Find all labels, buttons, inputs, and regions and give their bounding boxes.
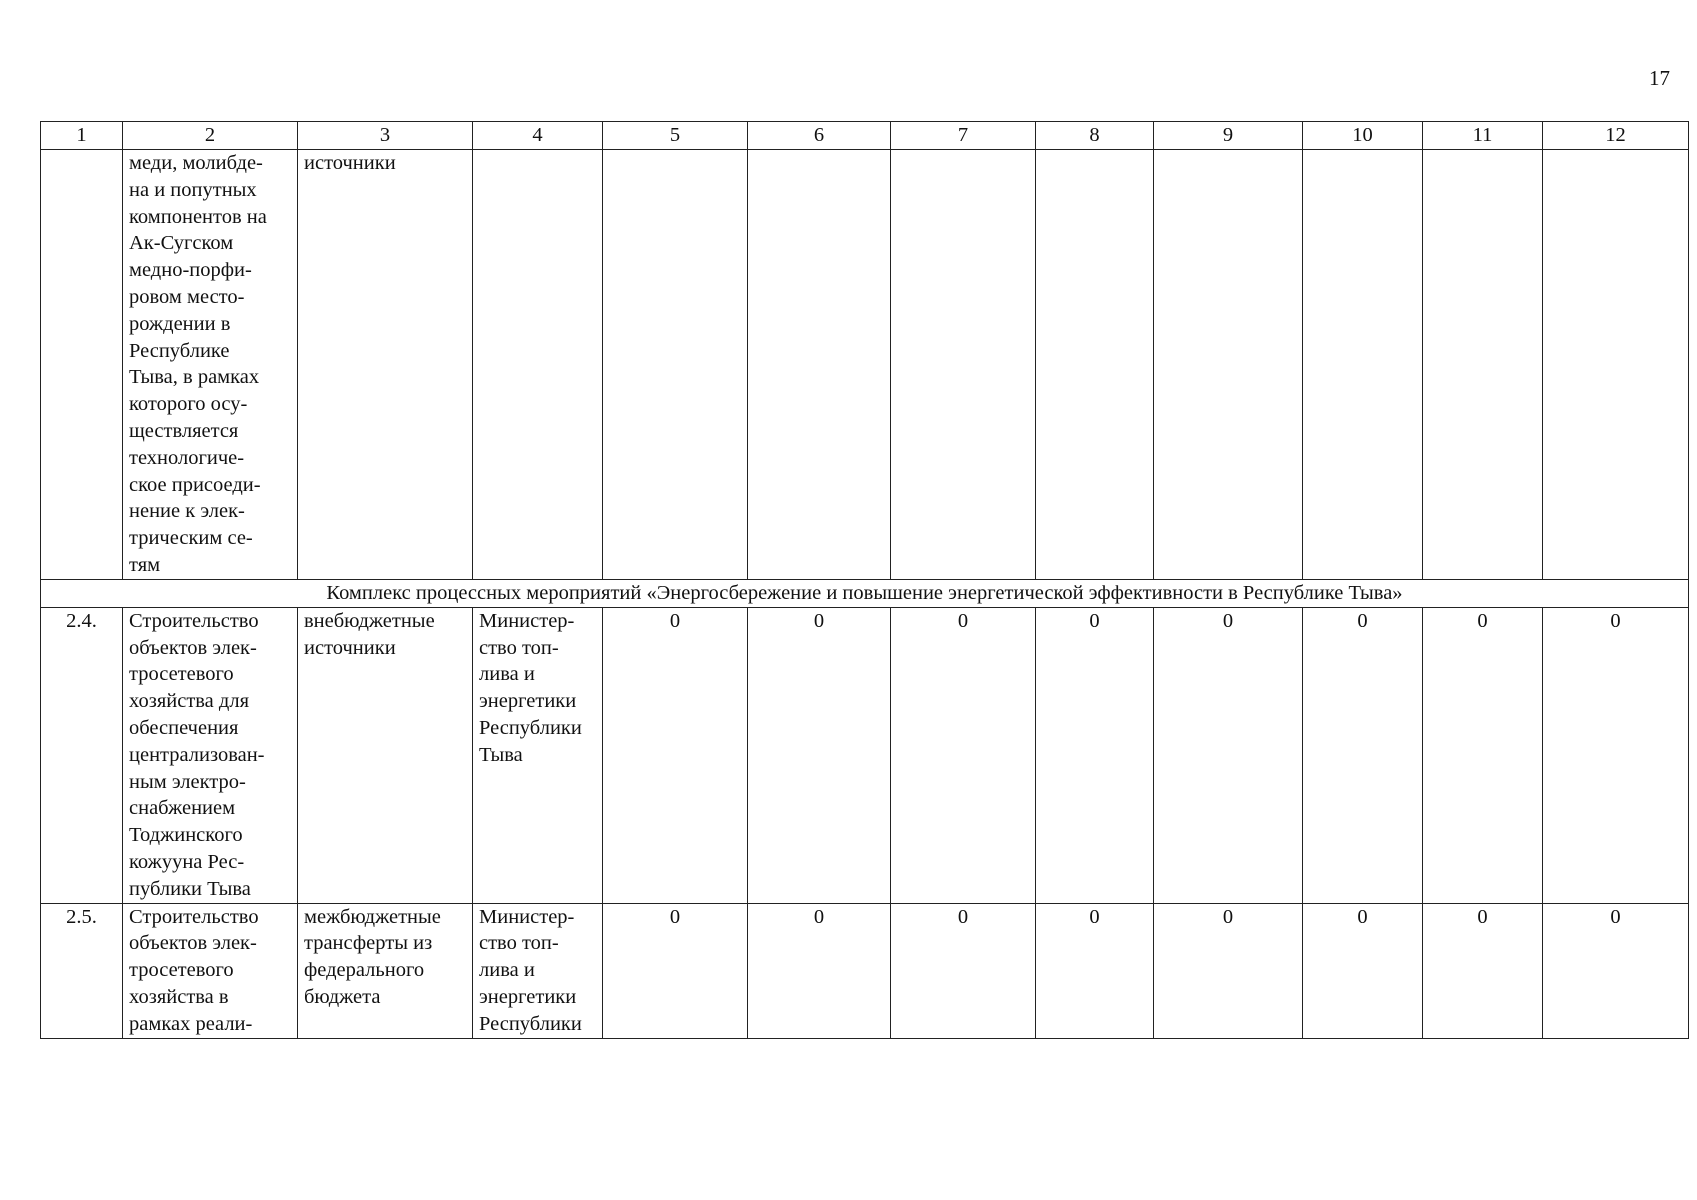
value-cell: 0 [891,903,1036,1038]
row-number-cell: 2.5. [41,903,123,1038]
value-cell: 0 [1543,607,1689,903]
table-row [41,607,1689,903]
header-cell: 10 [1303,122,1423,150]
value-cell [891,150,1036,580]
header-cell: 6 [748,122,891,150]
funding-source-cell: внебюджетные источники [298,607,473,903]
header-cell: 4 [473,122,603,150]
header-cell: 12 [1543,122,1689,150]
funding-source-cell: межбюджетные трансферты из федерального бюджета [298,903,473,1038]
header-cell: 1 [41,122,123,150]
value-cell [603,150,748,580]
header-cell: 11 [1423,122,1543,150]
section-row [41,579,1689,607]
header-cell: 2 [123,122,298,150]
section-title: Комплекс процессных мероприятий «Энергосбережение и повышение энергетической эффективности в Республике Тыва» [41,579,1689,607]
value-cell: 0 [1303,903,1423,1038]
value-cell: 0 [603,607,748,903]
header-row [41,122,1689,150]
row-number-cell [41,150,123,580]
value-cell: 0 [1154,607,1303,903]
value-cell [748,150,891,580]
value-cell [1036,150,1154,580]
executor-cell: Министер- ство топ- лива и энергетики Республики Тыва [473,607,603,903]
value-cell: 0 [1154,903,1303,1038]
header-cell: 3 [298,122,473,150]
row-number-cell: 2.4. [41,607,123,903]
header-cell: 5 [603,122,748,150]
value-cell: 0 [1036,607,1154,903]
header-cell: 7 [891,122,1036,150]
measure-name-cell: Строительство объектов элек- тросетевого хозяйства для обеспечения централизован- ным электро- снабжением Тоджинского кожууна Рес- публики Тыва [123,607,298,903]
page-number: 17 [1649,66,1670,90]
value-cell: 0 [1543,903,1689,1038]
value-cell: 0 [748,607,891,903]
header-cell: 9 [1154,122,1303,150]
table-row [41,903,1689,1038]
value-cell [1423,150,1543,580]
value-cell: 0 [1423,607,1543,903]
value-cell: 0 [748,903,891,1038]
value-cell: 0 [1036,903,1154,1038]
value-cell: 0 [1303,607,1423,903]
executor-cell [473,150,603,580]
executor-cell: Министер- ство топ- лива и энергетики Республики [473,903,603,1038]
value-cell [1154,150,1303,580]
value-cell [1543,150,1689,580]
value-cell: 0 [1423,903,1543,1038]
measure-name-cell: Строительство объектов элек- тросетевого хозяйства в рамках реали- [123,903,298,1038]
data-table [40,121,1689,1039]
value-cell: 0 [603,903,748,1038]
table-row [41,150,1689,580]
header-cell: 8 [1036,122,1154,150]
funding-source-cell: источники [298,150,473,580]
measure-name-cell: меди, молибде- на и попутных компонентов на Ак-Сугском медно-порфи- ровом место- рождении в Республике Тыва, в рамках которого осу- ществляется технологиче- ское присоеди- нение к элек- трическим се- тям [123,150,298,580]
value-cell: 0 [891,607,1036,903]
value-cell [1303,150,1423,580]
